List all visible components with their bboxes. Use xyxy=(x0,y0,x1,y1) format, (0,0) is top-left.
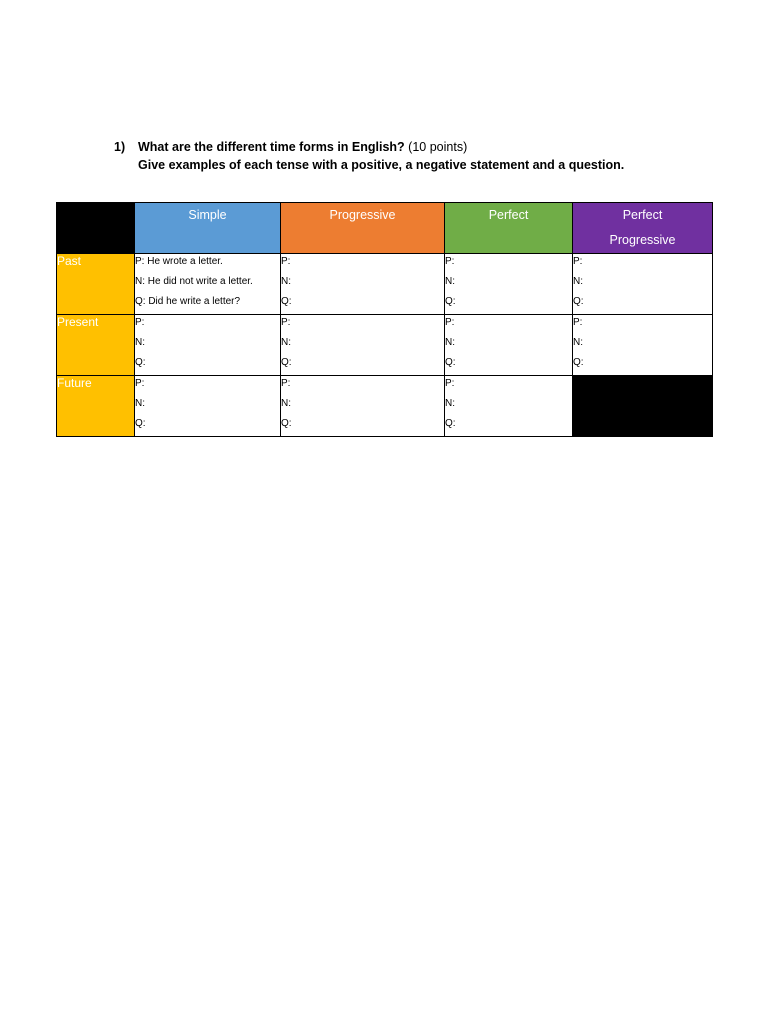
cell-past-perfect-progressive[interactable] xyxy=(573,254,713,315)
cell-line-positive: P: xyxy=(281,378,291,389)
cell-past-simple[interactable] xyxy=(135,254,281,315)
cell-line-positive: P: xyxy=(135,378,145,389)
cell-line-question: Q: xyxy=(135,418,146,429)
row-label-future: Future xyxy=(57,376,135,437)
question-block xyxy=(114,138,734,174)
table-row-past xyxy=(57,254,713,315)
row-label-present: Present xyxy=(57,315,135,376)
cell-line-negative: N: xyxy=(445,398,455,409)
corner-cell xyxy=(57,203,135,254)
question-title: What are the different time forms in English? xyxy=(138,140,405,154)
cell-future-simple[interactable] xyxy=(135,376,281,437)
cell-future-progressive[interactable] xyxy=(281,376,445,437)
cell-line-negative: N: xyxy=(445,337,455,348)
header-perfect-progressive-line2: Progressive xyxy=(609,233,676,247)
header-perfect-progressive xyxy=(573,203,713,254)
question-instruction: Give examples of each tense with a positive, a negative statement and a question. xyxy=(138,158,625,172)
cell-line-negative: N: xyxy=(573,337,583,348)
cell-line-negative: N: xyxy=(135,337,145,348)
cell-present-perfect-progressive[interactable] xyxy=(573,315,713,376)
cell-line-negative: N: xyxy=(445,276,455,287)
cell-present-simple[interactable] xyxy=(135,315,281,376)
table-header-row xyxy=(57,203,713,254)
row-label-past: Past xyxy=(57,254,135,315)
cell-line-question: Q: xyxy=(445,357,456,368)
cell-past-progressive[interactable] xyxy=(281,254,445,315)
question-number: 1) xyxy=(114,140,126,154)
cell-line-positive: P: xyxy=(135,317,145,328)
question-title-line xyxy=(114,138,734,156)
cell-line-positive: P: xyxy=(573,256,583,267)
cell-line-positive: P: xyxy=(445,378,455,389)
header-perfect-progressive-line1: Perfect xyxy=(622,208,663,222)
cell-future-perfect-progressive-blackout xyxy=(573,376,713,437)
header-simple: Simple xyxy=(135,203,281,254)
cell-past-perfect[interactable] xyxy=(445,254,573,315)
cell-line-question: Q: xyxy=(573,296,584,307)
cell-line-negative: N: xyxy=(281,337,291,348)
cell-line-negative: N: xyxy=(281,398,291,409)
cell-line-positive: P: xyxy=(445,317,455,328)
cell-future-perfect[interactable] xyxy=(445,376,573,437)
cell-line-question: Q: xyxy=(573,357,584,368)
tenses-table xyxy=(56,202,713,437)
cell-line-question: Q: xyxy=(281,357,292,368)
cell-line-negative: N: xyxy=(281,276,291,287)
cell-present-perfect[interactable] xyxy=(445,315,573,376)
cell-line-question: Q: xyxy=(281,296,292,307)
cell-line-question: Q: xyxy=(445,296,456,307)
table-row-present xyxy=(57,315,713,376)
cell-present-progressive[interactable] xyxy=(281,315,445,376)
cell-line-negative: N: xyxy=(573,276,583,287)
cell-line-positive: P: xyxy=(573,317,583,328)
header-perfect: Perfect xyxy=(445,203,573,254)
question-points: (10 points) xyxy=(404,140,468,154)
header-progressive: Progressive xyxy=(281,203,445,254)
cell-line-positive: P: He wrote a letter. xyxy=(135,256,223,267)
cell-line-negative: N: He did not write a letter. xyxy=(135,276,253,287)
cell-line-negative: N: xyxy=(135,398,145,409)
cell-line-question: Q: xyxy=(135,357,146,368)
cell-line-question: Q: xyxy=(445,418,456,429)
cell-line-positive: P: xyxy=(281,256,291,267)
cell-line-positive: P: xyxy=(445,256,455,267)
cell-line-positive: P: xyxy=(281,317,291,328)
cell-line-question: Q: Did he write a letter? xyxy=(135,296,241,307)
table-row-future xyxy=(57,376,713,437)
cell-line-question: Q: xyxy=(281,418,292,429)
